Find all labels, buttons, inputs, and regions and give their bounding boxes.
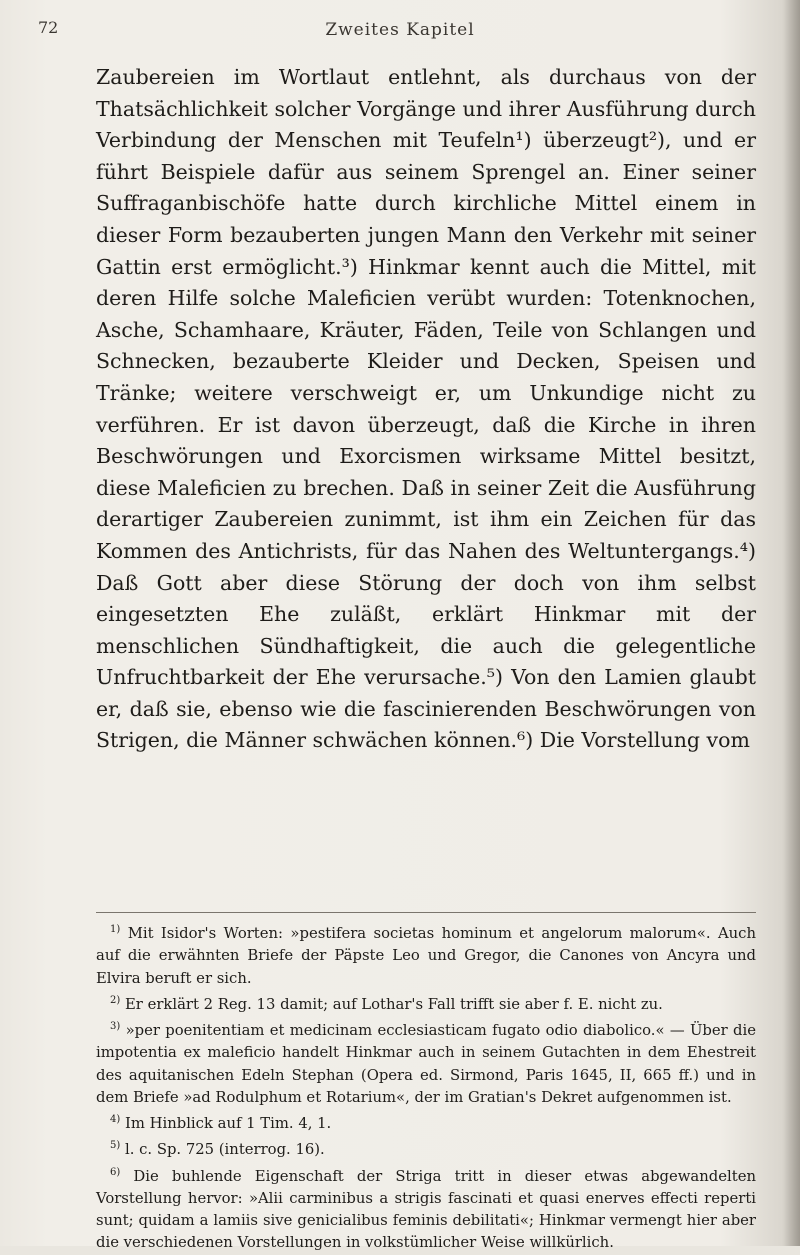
footnote <box>96 990 756 1016</box>
footnote-mark: 4) <box>110 1114 121 1126</box>
footnote-text: Im Hinblick auf 1 Tim. 4, 1. <box>124 1115 332 1133</box>
body-paragraph: Zaubereien im Wortlaut entlehnt, als durchaus von der Thatsächlichkeit solcher Vorgänge und ihrer Ausführung durch Verbindung der Menschen mit Teufeln¹) überzeugt²), und er führt Beispiele dafür aus seinem Sprengel an. Einer seiner Suffraganbischöfe hatte durch kirchliche Mittel einem in dieser Form bezauberten jungen Mann den Verkehr mit seiner Gattin erst ermöglicht.³) Hinkmar kennt auch die Mittel, mit deren Hilfe solche Maleficien verübt wurden: Totenknochen, Asche, Schamhaare, Kräuter, Fäden, Teile von Schlangen und Schnecken, bezauberte Kleider und Decken, Speisen und Tränke; weitere verschweigt er, um Unkundige nicht zu verführen. Er ist davon überzeugt, daß die Kirche in ihren Beschwörungen und Exorcismen wirksame Mittel besitzt, diese Maleficien zu brechen. Daß in seiner Zeit die Ausführung derartiger Zaubereien zunimmt, ist ihm ein Zeichen für das Kommen des Antichrists, für das Nahen des Weltuntergangs.⁴) Daß Gott aber diese Störung der doch von ihm selbst eingesetzten Ehe zuläßt, erklärt Hinkmar mit der menschlichen Sündhaftigkeit, die auch die gelegentliche Unfruchtbarkeit der Ehe verursache.⁵) Von den Lamien glaubt er, daß sie, ebenso wie die fascinierenden Beschwörungen von Strigen, die Männer schwächen können.⁶) Die Vorstellung vom <box>96 65 756 753</box>
footnote <box>96 1162 756 1255</box>
page-header <box>0 18 800 42</box>
footnote-text: l. c. Sp. 725 (interrog. 16). <box>124 1141 325 1159</box>
footnote-mark: 3) <box>110 1021 121 1033</box>
footnote-text: Mit Isidor's Worten: »pestifera societas hominum et angelorum malorum«. Auch auf die erwähnten Briefe der Päpste Leo und Gregor, die Canones von Ancyra und Elvira beruft er sich. <box>96 924 756 987</box>
footnote-text: Er erklärt 2 Reg. 13 damit; auf Lothar's Fall trifft sie aber f. E. nicht zu. <box>124 995 663 1013</box>
page-number: 72 <box>38 18 59 37</box>
footnotes <box>96 912 756 1255</box>
main-text <box>96 62 756 757</box>
footnote <box>96 1135 756 1161</box>
footnote-text: »per poenitentiam et medicinam ecclesiasticam fugato odio diabolico.« — Über die impotentia ex maleficio handelt Hinkmar auch in seinem Gutachten in dem Ehestreit des aquitanischen Edeln Stephan (Opera ed. Sirmond, Paris 1645, II, 665 ff.) und in dem Briefe »ad Rodulphum et Rotarium«, der im Gratian's Dekret aufgenommen ist. <box>96 1021 756 1106</box>
footnote-mark: 1) <box>110 924 121 935</box>
footnote-text: Die buhlende Eigenschaft der Striga tritt in dieser etwas abgewandelten Vorstellung hervor: »Alii carminibus a strigis fascinati et quasi enerves effecti reperti sunt; quidam a lamiis sive genicialibus feminis debilitati«; Hinkmar vermengt hier aber die verschiedenen Vorstellungen in volkstümlicher Weise willkürlich. <box>96 1167 756 1252</box>
footnote <box>96 919 756 990</box>
footnote-mark: 2) <box>110 994 121 1006</box>
footnote <box>96 1016 756 1109</box>
footnote-mark: 5) <box>110 1140 121 1152</box>
running-head: Zweites Kapitel <box>325 20 475 40</box>
page-edge-shadow <box>782 0 800 1246</box>
footnote-mark: 6) <box>110 1166 121 1178</box>
footnote <box>96 1109 756 1135</box>
